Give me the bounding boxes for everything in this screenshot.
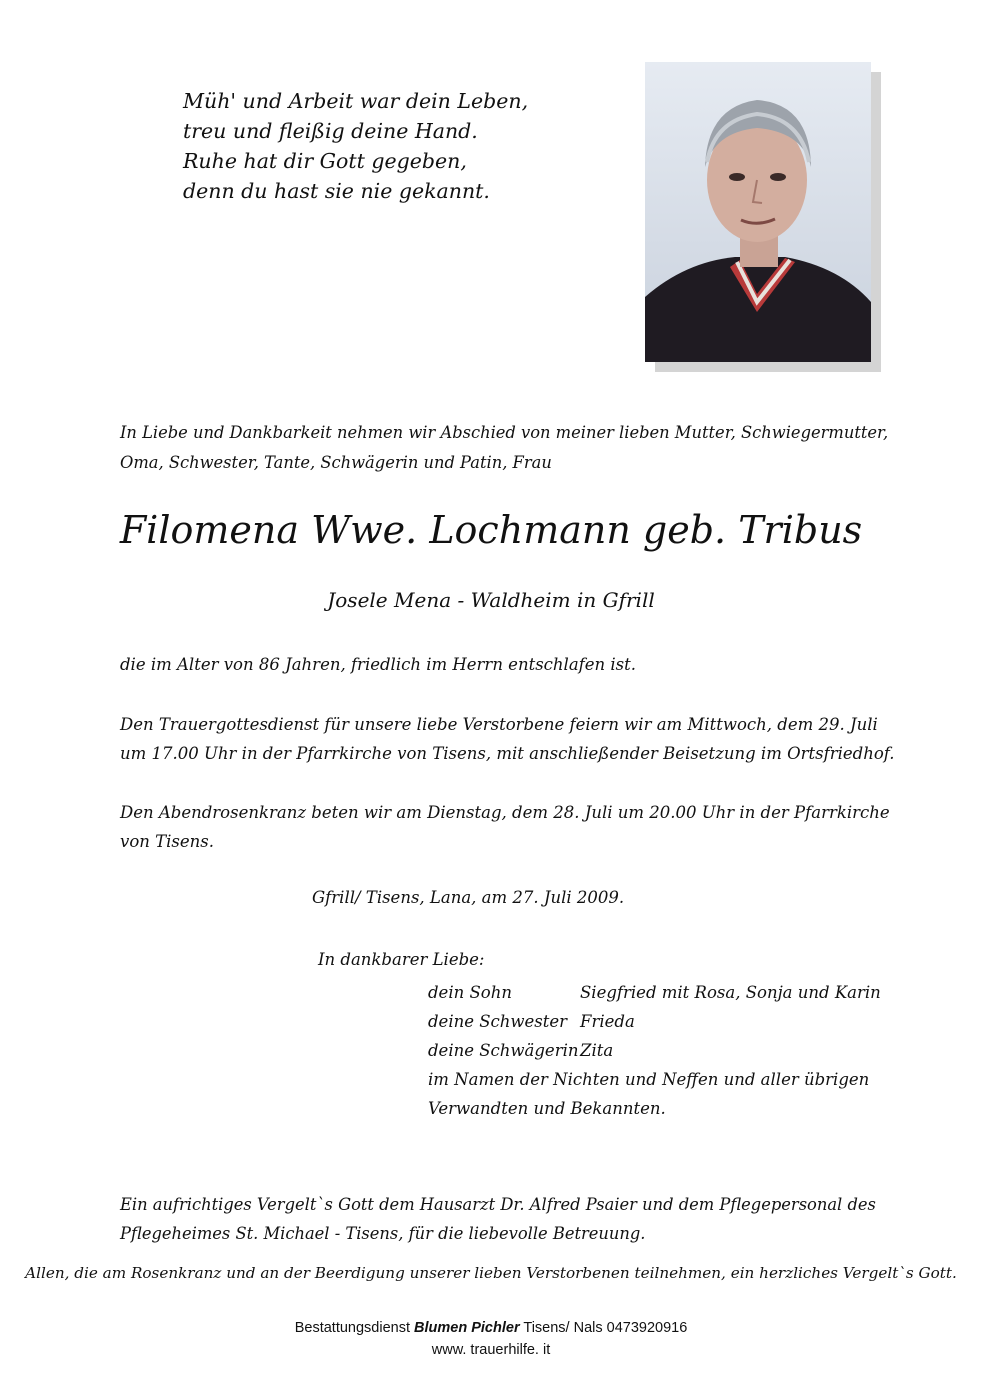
- intro-line: In Liebe und Dankbarkeit nehmen wir Abschied von meiner lieben Mutter, Schwiegermutter,: [120, 423, 889, 442]
- poem-line: Ruhe hat dir Gott gegeben,: [183, 149, 467, 173]
- deceased-nickname: Josele Mena - Waldheim in Gfrill: [327, 588, 655, 612]
- portrait-illustration: [645, 62, 871, 362]
- rosary-line: von Tisens.: [120, 832, 214, 851]
- footer-suffix: Tisens/ Nals 0473920916: [523, 1320, 688, 1336]
- deceased-name: Filomena Wwe. Lochmann geb. Tribus: [119, 508, 863, 552]
- footer-website: www. trauerhilfe. it: [431, 1342, 551, 1358]
- all-thanks-line: Allen, die am Rosenkranz und an der Beerdigung unserer lieben Verstorbenen teilnehmen, ein herzliches Vergelt`s Gott.: [25, 1264, 957, 1282]
- family-list: [428, 978, 881, 1123]
- family-row: [428, 1036, 881, 1065]
- family-names: Frieda: [580, 1012, 635, 1031]
- family-relation: deine Schwester: [428, 1012, 568, 1031]
- family-names: Siegfried mit Rosa, Sonja und Karin: [580, 983, 881, 1002]
- family-row: [428, 1007, 881, 1036]
- mass-line: Den Trauergottesdienst für unsere liebe Verstorbene feiern wir am Mittwoch, dem 29. Juli: [120, 715, 878, 734]
- rosary-line: Den Abendrosenkranz beten wir am Dienstag, dem 28. Juli um 20.00 Uhr in der Pfarrkirche: [120, 803, 890, 822]
- intro-text: [120, 418, 888, 478]
- funeral-service-line: [0, 1320, 982, 1336]
- family-relation: dein Sohn: [428, 983, 512, 1002]
- place-date: Gfrill/ Tisens, Lana, am 27. Juli 2009.: [312, 888, 625, 907]
- thanks-text: [120, 1190, 876, 1248]
- poem: [183, 86, 528, 206]
- family-names: Zita: [580, 1041, 614, 1060]
- portrait-photo: [645, 62, 871, 362]
- footer-brand: Blumen Pichler: [414, 1320, 520, 1336]
- family-row: [428, 978, 881, 1007]
- family-extra-line: im Namen der Nichten und Neffen und aller übrigen: [428, 1070, 870, 1089]
- age-line: die im Alter von 86 Jahren, friedlich im Herrn entschlafen ist.: [120, 655, 637, 674]
- family-extra-line: Verwandten und Bekannten.: [428, 1099, 666, 1118]
- thanks-line: Ein aufrichtiges Vergelt`s Gott dem Hausarzt Dr. Alfred Psaier und dem Pflegepersonal des: [120, 1195, 876, 1214]
- poem-line: treu und fleißig deine Hand.: [183, 119, 478, 143]
- dankbar-heading: In dankbarer Liebe:: [318, 950, 485, 969]
- funeral-mass-text: [120, 710, 895, 768]
- poem-line: Müh' und Arbeit war dein Leben,: [183, 89, 529, 113]
- mass-line: um 17.00 Uhr in der Pfarrkirche von Tisens, mit anschließender Beisetzung im Ortsfriedhof.: [120, 744, 895, 763]
- rosary-text: [120, 798, 890, 856]
- footer-prefix: Bestattungsdienst: [294, 1320, 410, 1336]
- family-relation: deine Schwägerin: [428, 1041, 579, 1060]
- thanks-line: Pflegeheimes St. Michael - Tisens, für die liebevolle Betreuung.: [120, 1224, 646, 1243]
- poem-line: denn du hast sie nie gekannt.: [183, 179, 490, 203]
- intro-line: Oma, Schwester, Tante, Schwägerin und Patin, Frau: [120, 453, 552, 472]
